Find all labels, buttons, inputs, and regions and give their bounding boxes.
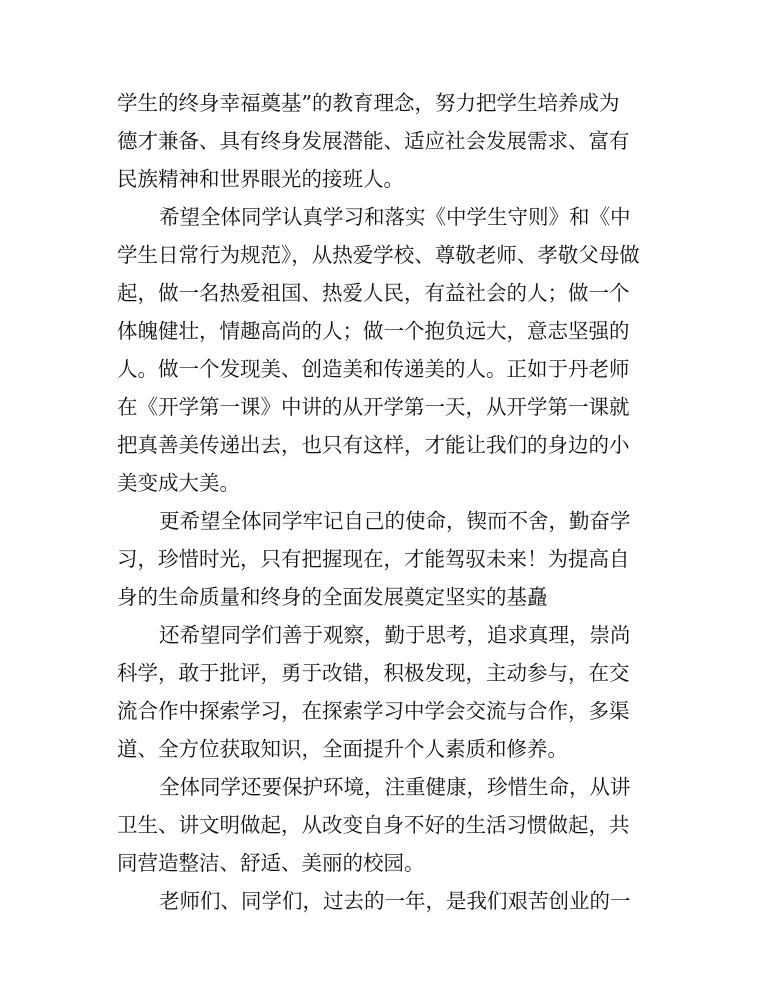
text-line: 民族精神和世界眼光的接班人。 bbox=[117, 167, 404, 191]
text-line: 道、全方位获取知识，全面提升个人素质和修养。 bbox=[117, 737, 568, 761]
text-line: 体魄健壮，情趣高尚的人；做一个抱负远大，意志坚强的 bbox=[117, 319, 630, 343]
text-line: 人。做一个发现美、创造美和传递美的人。正如于丹老师 bbox=[117, 357, 630, 381]
text-line: 全体同学还要保护环境，注重健康，珍惜生命，从讲 bbox=[159, 775, 631, 799]
text-line: 美变成大美。 bbox=[117, 471, 240, 495]
text-line: 更希望全体同学牢记自己的使命，锲而不舍，勤奋学 bbox=[159, 509, 631, 533]
text-line: 流合作中探索学习，在探索学习中学会交流与合作，多渠 bbox=[117, 699, 630, 723]
text-line: 把真善美传递出去，也只有这样，才能让我们的身边的小 bbox=[117, 433, 630, 457]
text-line: 科学，敢于批评，勇于改错，积极发现，主动参与，在交 bbox=[117, 661, 630, 685]
text-line: 学生的终身幸福奠基”的教育理念，努力把学生培养成为 bbox=[117, 91, 620, 115]
text-line: 身的生命质量和终身的全面发展奠定坚实的基矗 bbox=[117, 585, 548, 609]
text-line: 老师们、同学们，过去的一年，是我们艰苦创业的一 bbox=[159, 889, 631, 913]
text-line: 同营造整洁、舒适、美丽的校园。 bbox=[117, 851, 425, 875]
text-line: 起，做一名热爱祖国、热爱人民，有益社会的人；做一个 bbox=[117, 281, 630, 305]
text-line: 希望全体同学认真学习和落实《中学生守则》和《中 bbox=[159, 205, 631, 229]
text-line: 卫生、讲文明做起，从改变自身不好的生活习惯做起，共 bbox=[117, 813, 630, 837]
text-line: 习，珍惜时光，只有把握现在，才能驾驭未来！为提高自 bbox=[117, 547, 630, 571]
text-line: 还希望同学们善于观察，勤于思考，追求真理，崇尚 bbox=[159, 623, 631, 647]
text-line: 学生日常行为规范》，从热爱学校、尊敬老师、孝敬父母做 bbox=[117, 243, 640, 267]
text-line: 在《开学第一课》中讲的从开学第一天，从开学第一课就 bbox=[117, 395, 630, 419]
text-line: 德才兼备、具有终身发展潜能、适应社会发展需求、富有 bbox=[117, 129, 630, 153]
